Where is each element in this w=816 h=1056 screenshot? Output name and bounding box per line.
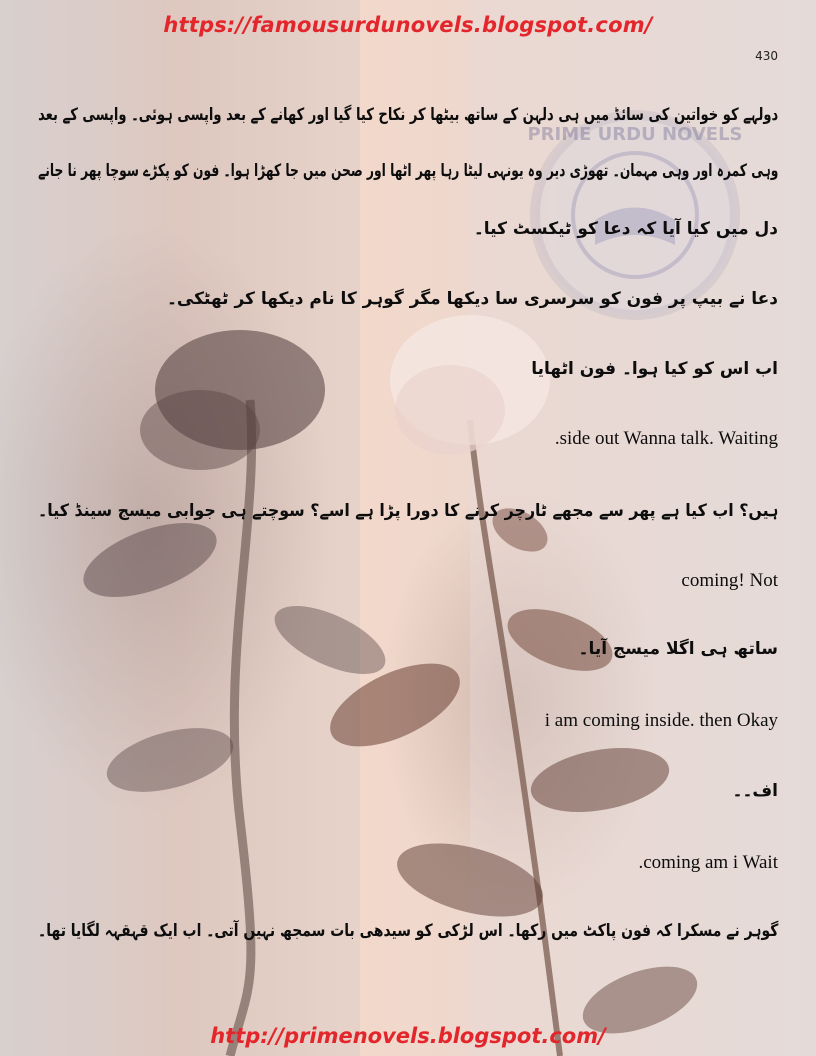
paragraph-line: وہی کمرہ اور وہی مہمان۔ تھوڑی دیر وہ یونہی لیٹا رہا پھر اٹھا اور صحن میں جا کھڑا ہوا۔ فون کو پکڑے سوچا پھر نا جانے: [37, 161, 778, 181]
paragraph-line: ہیں؟ اب کیا ہے پھر سے مجھے ٹارچر کرنے کا دورا پڑا ہے اسے؟ سوچتے ہی جوابی میسج سینڈ کیا۔: [37, 501, 778, 521]
english-message-line: coming! Not: [681, 570, 778, 591]
paragraph-line: گوہر نے مسکرا کہ فون پاکٹ میں رکھا۔ اس لڑکی کو سیدھی بات سمجھ نہیں آتی۔ اب ایک قہقہہ لگایا تھا۔: [37, 921, 778, 941]
english-message-line: .coming am i Wait: [638, 852, 778, 873]
english-message-line: .side out Wanna talk. Waiting: [554, 428, 778, 449]
paragraph-line: اب اس کو کیا ہوا۔ فون اٹھایا: [531, 359, 778, 379]
page-number: 430: [755, 49, 778, 63]
paragraph-line: ساتھ ہی اگلا میسج آیا۔: [578, 639, 778, 659]
footer-url[interactable]: http://primenovels.blogspot.com/: [210, 1024, 606, 1048]
paragraph-line: دل میں کیا آیا کہ دعا کو ٹیکسٹ کیا۔: [473, 219, 778, 239]
english-message-line: i am coming inside. then Okay: [544, 710, 778, 731]
paragraph-line: دولہے کو خواتین کی سائڈ میں ہی دلہن کے ساتھ بیٹھا کر نکاح کیا گیا اور کھانے کے بعد واپسی ہوئی۔ واپسی کے بعد: [37, 105, 778, 125]
watermark-text: PRIME URDU NOVELS: [527, 124, 743, 145]
paragraph-line: دعا نے بیپ پر فون کو سرسری سا دیکھا مگر گوہر کا نام دیکھا کر ٹھٹکی۔: [166, 289, 778, 309]
paragraph-line: اف۔۔: [732, 781, 778, 801]
header-url[interactable]: https://famousurdunovels.blogspot.com/: [163, 13, 653, 37]
